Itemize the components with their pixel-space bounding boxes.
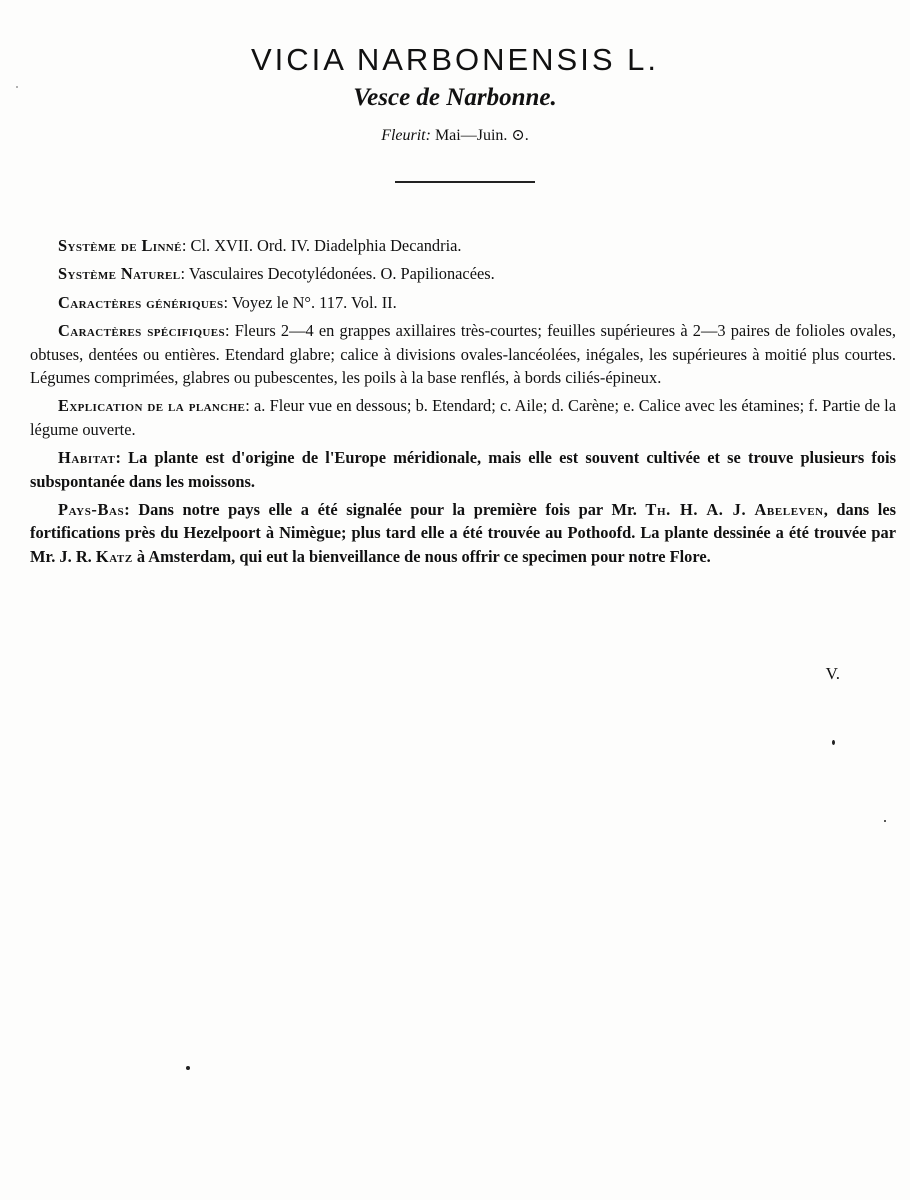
- generiques-text: : Voyez le N°. 117. Vol. II.: [223, 292, 397, 312]
- explication-label: Explication de la planche: [58, 396, 246, 416]
- ink-speck: [16, 86, 18, 88]
- flowering-months: Mai—Juin. ⊙.: [434, 127, 529, 144]
- flowering-period: [0, 125, 910, 145]
- paragraph-habitat: [30, 446, 896, 493]
- paysbas-name-1: Th. H. A. J. Abeleven: [645, 500, 824, 520]
- description-body: [30, 234, 896, 573]
- author-signature: V.: [825, 664, 840, 683]
- habitat-text: : La plante est d'origine de l'Europe méridionale, mais elle est souvent cultivée et se trouve plusieurs fois subspontanée dans les moissons.: [30, 448, 896, 491]
- generiques-label: Caractères génériques: [58, 292, 224, 312]
- paysbas-name-2: Katz: [95, 546, 133, 566]
- common-name: Vesce de Narbonne.: [353, 84, 557, 111]
- naturel-text: : Vasculaires Decotylédonées. O. Papilionacées.: [180, 264, 495, 284]
- naturel-label: Système Naturel: [58, 264, 181, 284]
- page-title: VICIA NARBONENSIS L.: [251, 42, 659, 77]
- paragraph-explication: [30, 394, 896, 441]
- paragraph-naturel: [30, 262, 896, 285]
- ink-speck: [832, 740, 835, 745]
- paysbas-label: Pays-Bas: [58, 500, 125, 520]
- ink-speck: [186, 1066, 190, 1070]
- specifiques-label: Caractères spécifiques: [58, 321, 226, 341]
- ink-speck: [884, 820, 886, 822]
- paysbas-text-1: : Dans notre pays elle a été signalée pour la première fois par Mr.: [124, 500, 646, 520]
- habitat-label: Habitat: [58, 448, 116, 468]
- paysbas-text-3: à Amsterdam, qui eut la bienveillance de nous offrir ce specimen pour notre Flore.: [132, 546, 711, 566]
- paragraph-linne: [30, 234, 896, 257]
- flowering-label: Fleurit:: [381, 127, 431, 144]
- paragraph-paysbas: [30, 498, 896, 568]
- explication-text: : a. Fleur vue en dessous; b. Etendard; c. Aile; d. Carène; e. Calice avec les étamines; f. Partie de la légume ouverte.: [30, 396, 896, 439]
- linne-text: : Cl. XVII. Ord. IV. Diadelphia Decandria.: [181, 236, 462, 255]
- specifiques-text: : Fleurs 2—4 en grappes axillaires très-courtes; feuilles supérieures à 2—3 paires de folioles ovales, obtuses, dentées ou entières. Etendard glabre; calice à divisions ovales-lancéolées, inégales, les supérieures à moitié plus courtes. Légumes comprimées, glabres ou pubescentes, les poils à la base renflés, à bords ciliés-épineux.: [30, 321, 896, 388]
- title-divider: [395, 181, 535, 183]
- paragraph-generiques: [30, 291, 896, 314]
- linne-label: Système de Linné: [58, 236, 182, 255]
- paragraph-specifiques: [30, 319, 896, 389]
- paysbas-text-2: , dans les fortifications près du Hezelpoort à Nimègue; plus tard elle a été trouvée au Pothoofd. La plante dessinée a été trouvée par Mr. J. R.: [30, 500, 896, 566]
